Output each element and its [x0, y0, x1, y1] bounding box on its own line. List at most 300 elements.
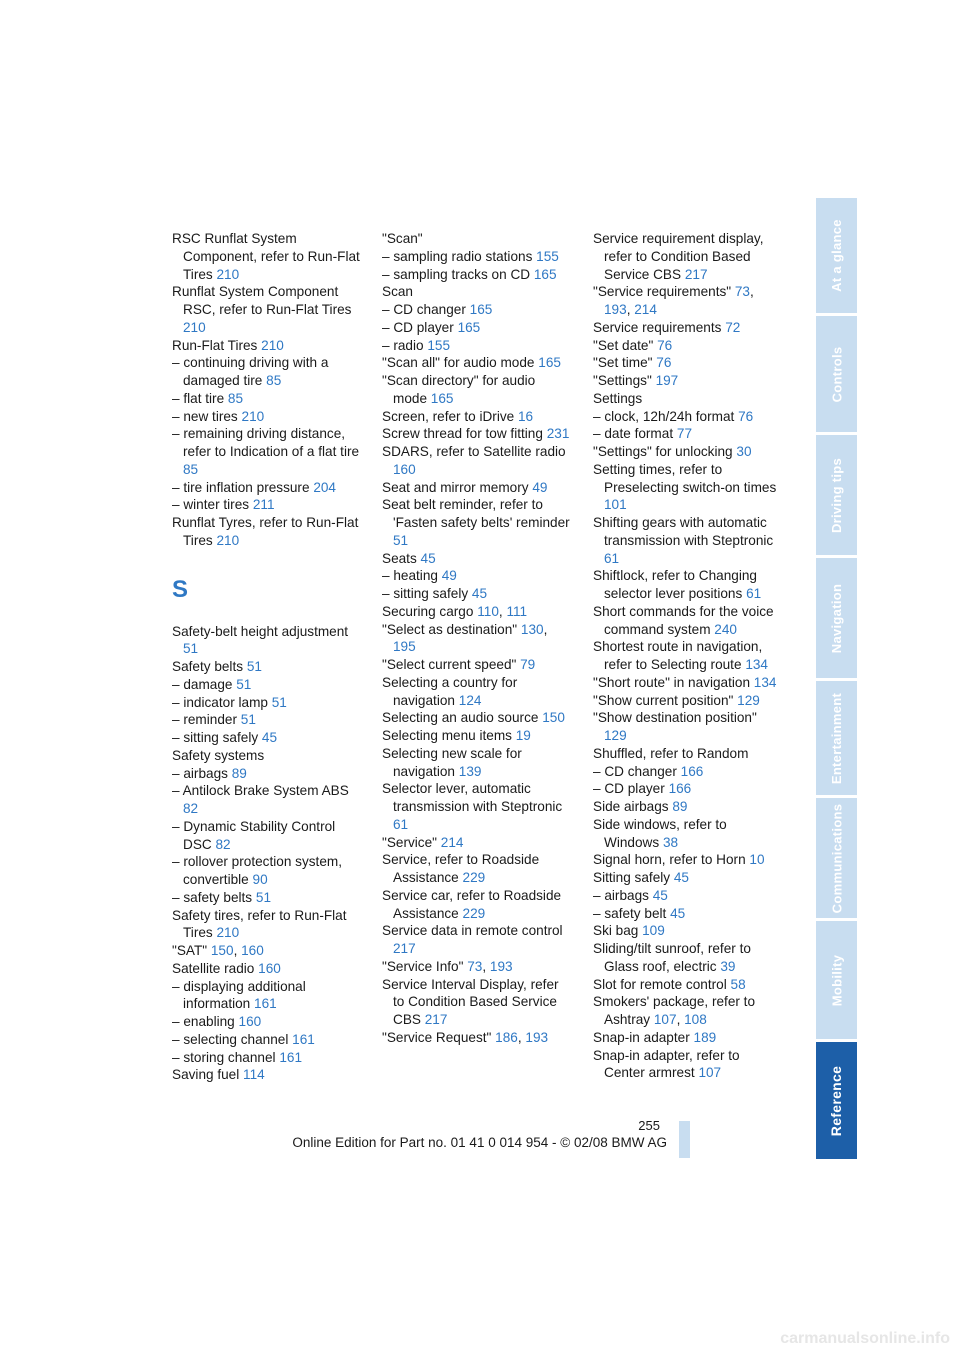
index-entry: "SAT" 150, 160: [172, 943, 264, 958]
page-reference-link[interactable]: 45: [261, 730, 278, 745]
page-reference-link[interactable]: 30: [736, 444, 752, 459]
page-reference-link[interactable]: 61: [604, 550, 620, 566]
page-reference-link[interactable]: 210: [261, 337, 284, 353]
index-entry-text: Runflat System Component RSC, refer to Run-Flat Tires: [172, 284, 352, 317]
page-reference-link[interactable]: 51: [255, 889, 272, 905]
index-entry: [172, 425, 362, 478]
index-entry-text: Sliding/tilt sunroof, refer to Glass roof, electric: [593, 941, 751, 974]
index-entry: [593, 443, 783, 461]
index-entry: [382, 887, 572, 923]
page-reference-link[interactable]: 134: [753, 674, 777, 690]
index-entry: [172, 889, 362, 907]
footer-text: Online Edition for Part no. 01 41 0 014 954 - © 02/08 BMW AG: [292, 1135, 667, 1150]
index-entry: [172, 1049, 362, 1067]
page-reference-link[interactable]: 165: [457, 319, 481, 335]
index-entry-text: Shuffled, refer to Random: [593, 745, 749, 761]
page-reference-link[interactable]: 85: [266, 373, 282, 388]
index-entry: [382, 745, 572, 781]
index-entry: [593, 337, 783, 355]
index-entry-text: Sitting safely: [593, 870, 671, 885]
page-reference-link[interactable]: 217: [393, 941, 416, 956]
index-entry-text: – CD player: [593, 781, 665, 797]
index-entry-text: – displaying additional information: [172, 978, 306, 1012]
page-reference-link[interactable]: 82: [215, 836, 231, 852]
index-entry-text: Securing cargo: [382, 603, 474, 619]
index-entry: [172, 390, 362, 408]
page-reference-link[interactable]: 108: [684, 1012, 707, 1027]
index-entry: [382, 567, 572, 585]
tab-label: Mobility: [829, 954, 845, 1006]
index-entry-text: "Scan directory" for audio mode: [382, 373, 536, 406]
page-reference-link[interactable]: 38: [662, 834, 679, 850]
index-entry: [593, 390, 783, 408]
footer-bar: [679, 1121, 690, 1158]
page-reference-link[interactable]: 210: [241, 408, 265, 424]
index-entry-text: – Antilock Brake System ABS: [172, 783, 349, 799]
index-entry-text: Safety-belt height adjustment: [172, 623, 349, 639]
index-entry: [593, 976, 783, 994]
page-reference-link[interactable]: 39: [720, 958, 736, 974]
index-entry: [172, 230, 362, 283]
index-entry-text: – safety belt: [593, 905, 667, 921]
page-reference-link[interactable]: 16: [518, 408, 534, 424]
page-reference-link[interactable]: 89: [231, 765, 247, 781]
index-entry-text: "SAT": [172, 943, 208, 958]
index-entry-text: – indicator lamp: [172, 694, 268, 710]
tab-label: Reference: [828, 1065, 845, 1136]
index-entry: [382, 834, 572, 852]
index-entry-text: Selecting new scale for navigation: [382, 745, 522, 779]
page-reference-link[interactable]: 45: [471, 586, 488, 601]
index-entry-text: – sitting safely: [382, 586, 469, 601]
index-entry: "Service Info" 73, 193: [382, 958, 513, 974]
index-entry: "Service requirements" 73, 193, 214: [593, 284, 754, 317]
index-entry: [382, 727, 572, 745]
index-entry: [382, 674, 572, 710]
page-reference-link[interactable]: 129: [737, 692, 760, 708]
page-reference-link[interactable]: 214: [440, 834, 464, 850]
page-reference-link[interactable]: 193: [604, 302, 627, 317]
index-entry-text: – remaining driving distance, refer to Indication of a flat tire: [172, 426, 360, 459]
index-entry-text: "Settings" for unlocking: [593, 444, 733, 459]
page-reference-link[interactable]: 160: [258, 960, 281, 976]
index-entry-text: "Set time": [593, 355, 653, 371]
index-entry: [593, 514, 783, 567]
page-reference-link[interactable]: 165: [430, 390, 454, 406]
page-reference-link[interactable]: 107: [698, 1065, 722, 1081]
index-entry: [593, 905, 783, 923]
index-entry: [172, 514, 362, 550]
page-reference-link[interactable]: 211: [252, 497, 275, 513]
page-reference-link[interactable]: 193: [525, 1029, 549, 1045]
page-reference-link[interactable]: 231: [546, 426, 570, 442]
page-reference-link[interactable]: 129: [604, 728, 627, 743]
index-entry: [382, 408, 572, 426]
index-entry: [172, 978, 362, 1014]
page-reference-link[interactable]: 210: [216, 266, 240, 282]
index-entry: [172, 711, 362, 729]
tab-label: Controls: [829, 346, 844, 402]
index-entry-text: – tire inflation pressure: [172, 479, 310, 495]
index-entry: [593, 319, 783, 337]
page-number: 255: [638, 1118, 660, 1133]
page-reference-link[interactable]: 193: [489, 958, 513, 974]
page-reference-link[interactable]: 166: [668, 781, 692, 797]
index-entry: [593, 674, 783, 692]
page-reference-link[interactable]: 90: [252, 872, 268, 887]
page-reference-link[interactable]: 51: [393, 532, 409, 548]
index-entry: [593, 763, 783, 781]
index-entry-text: Seats: [382, 550, 417, 566]
page-reference-link[interactable]: 165: [533, 266, 557, 282]
index-entry-text: "Service requirements": [593, 284, 732, 300]
index-entry-text: Seat and mirror memory: [382, 479, 529, 495]
page-reference-link[interactable]: 114: [243, 1067, 265, 1083]
index-entry: [593, 603, 783, 639]
index-entry: [172, 765, 362, 783]
index-entry: [172, 1066, 362, 1084]
index-entry: [382, 780, 572, 833]
index-entry: [593, 1047, 783, 1083]
tab-label: Entertainment: [829, 692, 844, 784]
index-entry-text: – CD changer: [593, 763, 677, 779]
index-entry-text: Safety belts: [172, 659, 244, 674]
index-entry: [172, 676, 362, 694]
index-entry-text: Runflat Tyres, refer to Run-Flat Tires: [172, 515, 359, 548]
index-entry-text: Side airbags: [593, 799, 669, 814]
index-entry: [382, 248, 572, 266]
index-entry-text: Short commands for the voice command system: [593, 603, 774, 637]
page-reference-link[interactable]: 61: [746, 586, 762, 601]
index-entry: [382, 922, 572, 958]
index-entry: [172, 496, 362, 514]
index-entry: "Select as destination" 130, 195: [382, 621, 548, 655]
index-entry-text: – safety belts: [172, 889, 253, 905]
index-entry-text: – enabling: [172, 1014, 235, 1029]
index-entry: [382, 319, 572, 337]
index-entry: Securing cargo 110, 111: [382, 603, 528, 619]
index-entry: [382, 372, 572, 408]
index-entry-text: "Service Request": [382, 1029, 492, 1045]
index-entry-text: Screw thread for tow fitting: [382, 426, 543, 442]
page-reference-link[interactable]: 45: [670, 905, 686, 921]
index-entry: [382, 496, 572, 549]
page-reference-link[interactable]: 161: [279, 1049, 303, 1065]
page-reference-link[interactable]: 45: [420, 550, 436, 566]
index-entry-text: "Scan": [382, 231, 423, 246]
index-entry-text: Service Interval Display, refer to Condition Based Service CBS: [382, 976, 559, 1027]
index-entry-text: Selecting menu items: [382, 728, 512, 743]
page-reference-link[interactable]: 124: [458, 692, 482, 708]
index-entry-text: Seat belt reminder, refer to 'Fasten safety belts' reminder: [382, 497, 570, 530]
index-entry: [172, 1013, 362, 1031]
page-reference-link[interactable]: 210: [216, 925, 240, 941]
index-entry: [382, 425, 572, 443]
index-entry: [172, 747, 362, 765]
page-reference-link[interactable]: 160: [241, 943, 264, 958]
index-entry: [593, 851, 783, 869]
index-entry: [382, 283, 572, 301]
page-reference-link[interactable]: 51: [240, 712, 256, 728]
page-reference-link[interactable]: 85: [227, 390, 244, 406]
page-reference-link[interactable]: 204: [313, 479, 336, 495]
index-entry: [172, 960, 362, 978]
index-entry: [593, 638, 783, 674]
index-column-2: [382, 230, 572, 1047]
index-entry-text: "Service Info": [382, 958, 464, 974]
page-reference-link[interactable]: 10: [749, 852, 765, 868]
page-reference-link[interactable]: 49: [532, 479, 548, 495]
index-entry-text: RSC Runflat System Component, refer to Run-Flat Tires: [172, 231, 360, 282]
index-entry: [382, 354, 572, 372]
page-reference-link[interactable]: 51: [183, 641, 199, 657]
index-entry-text: – radio: [382, 337, 424, 353]
page-reference-link[interactable]: 210: [216, 532, 240, 548]
page-reference-link[interactable]: 210: [183, 319, 206, 335]
index-entry-text: Shortest route in navigation, refer to Selecting route: [593, 639, 763, 672]
page-reference-link[interactable]: 76: [657, 337, 673, 353]
tab-controls[interactable]: [816, 316, 857, 432]
page-reference-link[interactable]: 107: [653, 1012, 677, 1027]
index-entry-text: Signal horn, refer to Horn: [593, 852, 746, 868]
index-entry: [172, 729, 362, 747]
index-entry-text: – new tires: [172, 408, 238, 424]
page-reference-link[interactable]: 45: [673, 870, 689, 885]
index-entry: [593, 692, 783, 710]
page-reference-link[interactable]: 76: [656, 355, 672, 371]
index-entry: [382, 550, 572, 568]
index-entry-text: Service car, refer to Roadside Assistance: [382, 887, 562, 921]
index-entry: [172, 907, 362, 943]
index-entry: [593, 354, 783, 372]
page-reference-link[interactable]: 139: [458, 763, 482, 779]
index-entry: [382, 479, 572, 497]
index-entry: Smokers' package, refer to Ashtray 107, 108: [593, 994, 756, 1027]
index-entry: [172, 283, 362, 336]
index-entry: [593, 940, 783, 976]
index-entry-text: – continuing driving with a damaged tire: [172, 355, 329, 388]
index-entry-text: – flat tire: [172, 390, 225, 406]
index-entry: [172, 658, 362, 676]
tab-at-a-glance[interactable]: [816, 198, 857, 313]
page-reference-link[interactable]: 61: [393, 816, 409, 832]
page-reference-link[interactable]: 51: [246, 659, 262, 674]
page-reference-link[interactable]: 165: [538, 355, 561, 371]
page-reference-link[interactable]: 160: [238, 1014, 262, 1029]
index-entry: [593, 408, 783, 426]
index-entry-text: "Service": [382, 834, 437, 850]
index-entry-text: – rollover protection system, convertible: [172, 854, 342, 887]
index-column-3: [593, 230, 783, 1082]
page-reference-link[interactable]: 155: [536, 248, 559, 264]
index-entry: [593, 425, 783, 443]
index-entry: [382, 976, 572, 1029]
index-entry: [382, 443, 572, 479]
index-entry-text: Snap-in adapter, refer to Center armrest: [593, 1047, 740, 1081]
index-entry-text: – CD player: [382, 319, 454, 335]
page-reference-link[interactable]: 166: [680, 763, 704, 779]
index-entry-text: – damage: [172, 676, 233, 692]
page-reference-link[interactable]: 101: [604, 497, 627, 513]
index-entry: [382, 585, 572, 603]
page-reference-link[interactable]: 19: [515, 728, 531, 743]
index-entry-text: Selecting an audio source: [382, 710, 539, 726]
index-entry-text: Side windows, refer to Windows: [593, 816, 727, 850]
tab-label: At a glance: [829, 219, 844, 292]
page-reference-link[interactable]: 51: [236, 676, 252, 692]
page-reference-link[interactable]: 110: [477, 603, 499, 619]
page-reference-link[interactable]: 73: [467, 958, 483, 974]
index-entry-text: Slot for remote control: [593, 976, 727, 992]
index-entry-text: Selector lever, automatic transmission with Steptronic: [382, 781, 563, 814]
page-reference-link[interactable]: 73: [734, 284, 750, 300]
page-reference-link[interactable]: 77: [676, 426, 693, 442]
page-reference-link[interactable]: 165: [469, 302, 493, 317]
page-reference-link[interactable]: 217: [424, 1012, 448, 1027]
page-reference-link[interactable]: 150: [542, 710, 565, 726]
page-reference-link[interactable]: 186: [495, 1029, 518, 1045]
index-entry-text: "Select as destination": [382, 621, 518, 637]
tab-entertainment[interactable]: [816, 681, 857, 795]
index-entry-text: Screen, refer to iDrive: [382, 408, 515, 424]
index-entry-text: Satellite radio: [172, 960, 255, 976]
index-entry-text: "Settings": [593, 373, 652, 388]
index-entry-text: – airbags: [172, 765, 228, 781]
index-entry: [593, 887, 783, 905]
page-reference-link[interactable]: 217: [684, 266, 708, 282]
index-entry: [172, 408, 362, 426]
page-reference-link[interactable]: 150: [210, 943, 234, 958]
index-entry: [593, 372, 783, 390]
index-entry-text: "Show current position": [593, 692, 734, 708]
index-entry-text: Snap-in adapter: [593, 1029, 690, 1045]
index-entry: [172, 818, 362, 854]
index-entry-text: "Scan all" for audio mode: [382, 355, 535, 371]
index-entry-text: – clock, 12h/24h format: [593, 408, 735, 424]
page-reference-link[interactable]: 45: [652, 887, 668, 903]
tab-navigation[interactable]: [816, 558, 857, 678]
index-entry-text: – winter tires: [172, 497, 250, 513]
index-entry-text: – sampling tracks on CD: [382, 266, 531, 282]
index-entry: [172, 694, 362, 712]
watermark: carmanualsonline.info: [780, 1330, 950, 1347]
index-entry: [593, 230, 783, 283]
index-entry: [382, 851, 572, 887]
index-entry: [593, 745, 783, 763]
page-reference-link[interactable]: 58: [730, 976, 746, 992]
index-entry-text: Run-Flat Tires: [172, 337, 258, 353]
index-entry-text: – Dynamic Stability Control DSC: [172, 818, 336, 852]
page-reference-link[interactable]: 155: [427, 337, 451, 353]
page-reference-link[interactable]: 197: [655, 373, 679, 388]
page-reference-link[interactable]: 189: [693, 1029, 717, 1045]
index-entry-text: Settings: [593, 390, 643, 406]
index-entry-text: – reminder: [172, 712, 237, 728]
index-entry: [593, 869, 783, 887]
page-reference-link[interactable]: 51: [271, 694, 287, 710]
index-entry: [382, 337, 572, 355]
index-entry-text: Setting times, refer to Preselecting switch-on times: [593, 461, 777, 495]
page-reference-link[interactable]: 214: [634, 302, 657, 317]
page-reference-link[interactable]: 49: [441, 568, 457, 584]
page-reference-link[interactable]: 161: [254, 996, 277, 1012]
tab-reference[interactable]: [816, 1042, 857, 1159]
index-entry: [593, 816, 783, 852]
tab-communications[interactable]: [816, 798, 857, 918]
index-entry: [172, 782, 362, 818]
index-entry-text: "Set date": [593, 337, 654, 353]
index-entry-text: "Show destination position": [593, 710, 757, 726]
page-reference-link[interactable]: 195: [393, 639, 416, 655]
index-letter-heading: S: [172, 575, 189, 603]
index-entry: [172, 479, 362, 497]
page-reference-link[interactable]: 82: [183, 801, 199, 816]
index-entry-text: "Short route" in navigation: [593, 674, 751, 690]
page-reference-link[interactable]: 160: [393, 461, 416, 477]
index-entry-text: Saving fuel: [172, 1067, 240, 1083]
index-entry-text: – airbags: [593, 887, 649, 903]
page-reference-link[interactable]: 76: [738, 408, 754, 424]
index-entry-text: – sitting safely: [172, 730, 259, 745]
index-entry: [593, 780, 783, 798]
index-entry: [382, 709, 572, 727]
page-reference-link[interactable]: 130: [520, 621, 544, 637]
index-entry: [593, 709, 783, 745]
page-reference-link[interactable]: 79: [520, 657, 536, 672]
page-reference-link[interactable]: 89: [672, 799, 688, 814]
index-entry-text: – heating: [382, 568, 438, 584]
index-entry-text: SDARS, refer to Satellite radio: [382, 444, 566, 459]
page-reference-link[interactable]: 109: [642, 923, 665, 939]
index-entry-text: Safety tires, refer to Run-Flat Tires: [172, 907, 347, 941]
index-entry-text: Smokers' package, refer to Ashtray: [593, 994, 756, 1027]
page-reference-link[interactable]: 111: [506, 603, 528, 619]
page-reference-link[interactable]: 72: [725, 319, 741, 335]
index-entry-text: Service data in remote control: [382, 923, 563, 939]
index-entry: "Service Request" 186, 193: [382, 1029, 549, 1045]
page-reference-link[interactable]: 240: [714, 621, 737, 637]
index-entry-text: Service requirements: [593, 319, 722, 335]
index-entry: [593, 922, 783, 940]
index-entry: [382, 266, 572, 284]
page-reference-link[interactable]: 229: [462, 870, 486, 885]
index-entry-text: Service requirement display, refer to Condition Based Service CBS: [593, 231, 764, 282]
index-entry: [593, 1029, 783, 1047]
index-entry: [382, 656, 572, 674]
index-entry-text: – sampling radio stations: [382, 248, 533, 264]
index-entry: [382, 230, 572, 248]
index-entry-text: Ski bag: [593, 923, 639, 939]
index-entry-text: – storing channel: [172, 1049, 276, 1065]
index-entry-text: Shiftlock, refer to Changing selector lever positions: [593, 568, 757, 601]
index-entry: [593, 798, 783, 816]
index-entry: [172, 623, 362, 659]
tab-label: Communications: [829, 803, 844, 913]
page-reference-link[interactable]: 134: [745, 657, 768, 672]
index-entry-text: Selecting a country for navigation: [382, 674, 518, 708]
tab-mobility[interactable]: [816, 921, 857, 1039]
index-entry-text: – date format: [593, 426, 674, 442]
page-reference-link[interactable]: 161: [292, 1031, 315, 1047]
index-entry: [172, 354, 362, 390]
page-reference-link[interactable]: 85: [183, 461, 199, 477]
page-reference-link[interactable]: 229: [462, 905, 486, 921]
index-entry-text: – selecting channel: [172, 1031, 289, 1047]
index-entry: [593, 567, 783, 603]
index-entry-text: – CD changer: [382, 302, 466, 317]
index-entry-text: Scan: [382, 284, 413, 300]
tab-driving-tips[interactable]: [816, 435, 857, 555]
